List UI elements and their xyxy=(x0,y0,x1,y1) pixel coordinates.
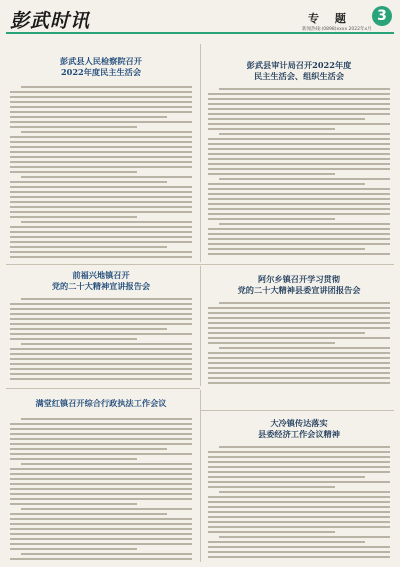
body-text-line xyxy=(10,378,192,380)
body-text-line xyxy=(10,126,137,128)
column-divider xyxy=(200,266,201,386)
body-text-line xyxy=(208,322,390,324)
body-text-line xyxy=(208,461,390,463)
body-text-line xyxy=(21,86,192,88)
article-2-title-line-1: 彭武县审计局召开2022年度 xyxy=(246,60,352,70)
body-text-line xyxy=(208,317,390,319)
body-text-line xyxy=(208,128,335,130)
body-text-line xyxy=(219,88,390,90)
article-3-body xyxy=(10,298,192,380)
body-text-line xyxy=(10,241,192,243)
article-2 xyxy=(208,60,390,82)
body-text-line xyxy=(219,178,390,180)
body-text-line xyxy=(10,448,167,450)
body-text-line xyxy=(10,116,167,118)
newspaper-logo: 彭武时讯 xyxy=(10,10,91,32)
body-text-line xyxy=(10,353,192,355)
body-text-line xyxy=(10,91,192,93)
body-text-line xyxy=(219,347,390,349)
body-text-line xyxy=(208,148,390,150)
body-text-line xyxy=(208,511,390,513)
body-text-line xyxy=(10,478,192,480)
body-text-line xyxy=(208,153,390,155)
body-text-line xyxy=(208,357,390,359)
body-text-line xyxy=(10,528,192,530)
body-text-line xyxy=(208,481,390,483)
body-text-line xyxy=(10,443,192,445)
body-text-line xyxy=(219,133,390,135)
row-divider xyxy=(6,264,394,265)
body-text-line xyxy=(208,183,365,185)
article-4-body xyxy=(208,302,390,384)
body-text-line xyxy=(208,362,390,364)
body-text-line xyxy=(10,246,167,248)
article-5-body xyxy=(10,418,192,560)
body-text-line xyxy=(208,118,365,120)
body-text-line xyxy=(208,342,335,344)
body-text-line xyxy=(208,471,390,473)
body-text-line xyxy=(219,536,390,538)
article-4-title xyxy=(208,274,390,296)
body-text-line xyxy=(10,121,192,123)
body-text-line xyxy=(208,253,390,255)
body-text-line xyxy=(10,358,192,360)
body-text-line xyxy=(10,161,192,163)
article-4-title-line-1: 阿尔乡镇召开学习贯彻 xyxy=(258,274,340,284)
article-3-title-line-2: 党的二十大精神宣讲报告会 xyxy=(51,281,151,291)
article-1-title-line-2: 2022年度民主生活会 xyxy=(60,67,142,77)
article-5 xyxy=(10,398,192,409)
article-2-title-line-2: 民主生活会、组织生活会 xyxy=(253,71,345,81)
body-text-line xyxy=(208,248,365,250)
body-text-line xyxy=(208,372,390,374)
body-text-line xyxy=(10,106,192,108)
body-text-line xyxy=(208,113,390,115)
body-text-line xyxy=(10,543,192,545)
body-text-line xyxy=(10,373,192,375)
article-2-title xyxy=(208,60,390,82)
body-text-line xyxy=(208,516,390,518)
body-text-line xyxy=(10,151,192,153)
body-text-line xyxy=(208,218,335,220)
body-text-line xyxy=(208,188,390,190)
page-number-badge: 3 xyxy=(372,6,392,26)
body-text-line xyxy=(208,238,390,240)
body-text-line xyxy=(208,103,390,105)
body-text-line xyxy=(10,453,192,455)
body-text-line xyxy=(10,333,192,335)
article-5-title: 满堂红镇召开综合行政执法工作会议 xyxy=(35,398,167,408)
body-text-line xyxy=(10,236,192,238)
body-text-line xyxy=(208,228,390,230)
body-text-line xyxy=(21,553,192,555)
body-text-line xyxy=(10,493,192,495)
body-text-line xyxy=(208,143,390,145)
body-text-line xyxy=(208,203,390,205)
body-text-line xyxy=(208,337,390,339)
body-text-line xyxy=(208,108,390,110)
body-text-line xyxy=(208,556,390,558)
body-text-line xyxy=(10,146,192,148)
body-text-line xyxy=(21,131,192,133)
body-text-line xyxy=(10,231,192,233)
body-text-line xyxy=(10,518,192,520)
body-text-line xyxy=(208,541,365,543)
row-divider xyxy=(6,388,200,389)
article-4 xyxy=(208,274,390,296)
row-divider xyxy=(200,410,394,411)
body-text-line xyxy=(208,138,390,140)
body-text-line xyxy=(208,307,390,309)
column-divider xyxy=(200,44,201,262)
body-text-line xyxy=(10,171,137,173)
article-6-body xyxy=(208,446,390,558)
article-2-body xyxy=(208,88,390,255)
body-text-line xyxy=(208,327,390,329)
body-text-line xyxy=(10,513,167,515)
body-text-line xyxy=(10,156,192,158)
body-text-line xyxy=(10,96,192,98)
body-text-line xyxy=(208,526,390,528)
body-text-line xyxy=(10,533,192,535)
body-text-line xyxy=(10,206,192,208)
body-text-line xyxy=(208,243,390,245)
body-text-line xyxy=(208,173,335,175)
body-text-line xyxy=(10,226,192,228)
body-text-line xyxy=(21,298,192,300)
body-text-line xyxy=(208,466,390,468)
body-text-line xyxy=(21,343,192,345)
body-text-line xyxy=(10,101,192,103)
body-text-line xyxy=(10,256,192,258)
body-text-line xyxy=(208,158,390,160)
body-text-line xyxy=(10,483,192,485)
body-text-line xyxy=(10,368,192,370)
body-text-line xyxy=(219,302,390,304)
body-text-line xyxy=(10,438,192,440)
body-text-line xyxy=(208,213,390,215)
body-text-line xyxy=(10,348,192,350)
body-text-line xyxy=(10,303,192,305)
body-text-line xyxy=(10,186,192,188)
body-text-line xyxy=(208,506,390,508)
article-4-title-line-2: 党的二十大精神县委宣讲团报告会 xyxy=(237,285,361,295)
body-text-line xyxy=(208,352,390,354)
body-text-line xyxy=(10,323,192,325)
body-text-line xyxy=(219,491,390,493)
body-text-line xyxy=(10,523,192,525)
article-6-title xyxy=(208,418,390,440)
body-text-line xyxy=(208,382,390,384)
body-text-line xyxy=(208,168,390,170)
article-1-title xyxy=(10,56,192,78)
body-text-line xyxy=(10,433,192,435)
column-divider xyxy=(200,390,201,562)
body-text-line xyxy=(10,468,192,470)
article-1-title-line-1: 彭武县人民检察院召开 xyxy=(60,56,142,66)
body-text-line xyxy=(208,163,390,165)
article-3-title xyxy=(10,270,192,292)
body-text-line xyxy=(10,363,192,365)
masthead-sub-info: 新闻热线:(0898)xxxx 2022年x月 xyxy=(302,27,372,32)
body-text-line xyxy=(10,558,192,560)
body-text-line xyxy=(10,181,167,183)
body-text-line xyxy=(208,98,390,100)
body-text-line xyxy=(10,196,192,198)
body-text-line xyxy=(208,501,390,503)
body-text-line xyxy=(208,531,335,533)
body-text-line xyxy=(21,176,192,178)
body-text-line xyxy=(10,488,192,490)
body-text-line xyxy=(208,93,390,95)
article-3 xyxy=(10,270,192,292)
body-text-line xyxy=(208,332,365,334)
body-text-line xyxy=(10,216,137,218)
body-text-line xyxy=(208,551,390,553)
body-text-line xyxy=(10,328,167,330)
body-text-line xyxy=(10,191,192,193)
body-text-line xyxy=(21,508,192,510)
article-6-title-line-2: 县委经济工作会议精神 xyxy=(258,429,340,439)
body-text-line xyxy=(21,418,192,420)
body-text-line xyxy=(208,546,390,548)
body-text-line xyxy=(10,458,137,460)
body-text-line xyxy=(10,548,137,550)
body-text-line xyxy=(208,486,335,488)
body-text-line xyxy=(208,198,390,200)
article-6 xyxy=(208,418,390,440)
article-6-title-line-1: 大冷镇传达落实 xyxy=(270,418,328,428)
article-1 xyxy=(10,56,192,78)
body-text-line xyxy=(10,503,137,505)
article-1-body xyxy=(10,86,192,258)
body-text-line xyxy=(10,538,192,540)
body-text-line xyxy=(10,166,192,168)
body-text-line xyxy=(10,136,192,138)
body-text-line xyxy=(10,211,192,213)
body-text-line xyxy=(10,308,192,310)
body-text-line xyxy=(208,367,390,369)
article-3-title-line-1: 前福兴地镇召开 xyxy=(72,270,130,280)
body-text-line xyxy=(10,111,192,113)
body-text-line xyxy=(10,338,137,340)
body-text-line xyxy=(208,456,390,458)
body-text-line xyxy=(208,476,365,478)
body-text-line xyxy=(208,496,390,498)
body-text-line xyxy=(10,423,192,425)
masthead-rule xyxy=(6,32,394,34)
section-label: 专 题 xyxy=(308,12,352,25)
body-text-line xyxy=(208,521,390,523)
body-text-line xyxy=(208,123,390,125)
body-text-line xyxy=(10,141,192,143)
body-text-line xyxy=(10,313,192,315)
body-text-line xyxy=(208,451,390,453)
body-text-line xyxy=(208,208,390,210)
body-text-line xyxy=(208,233,390,235)
body-text-line xyxy=(10,318,192,320)
body-text-line xyxy=(10,498,192,500)
body-text-line xyxy=(219,223,390,225)
body-text-line xyxy=(10,473,192,475)
body-text-line xyxy=(208,312,390,314)
body-text-line xyxy=(219,446,390,448)
body-text-line xyxy=(10,251,192,253)
body-text-line xyxy=(208,377,390,379)
body-text-line xyxy=(10,201,192,203)
body-text-line xyxy=(21,221,192,223)
body-text-line xyxy=(21,463,192,465)
body-text-line xyxy=(208,193,390,195)
body-text-line xyxy=(10,428,192,430)
